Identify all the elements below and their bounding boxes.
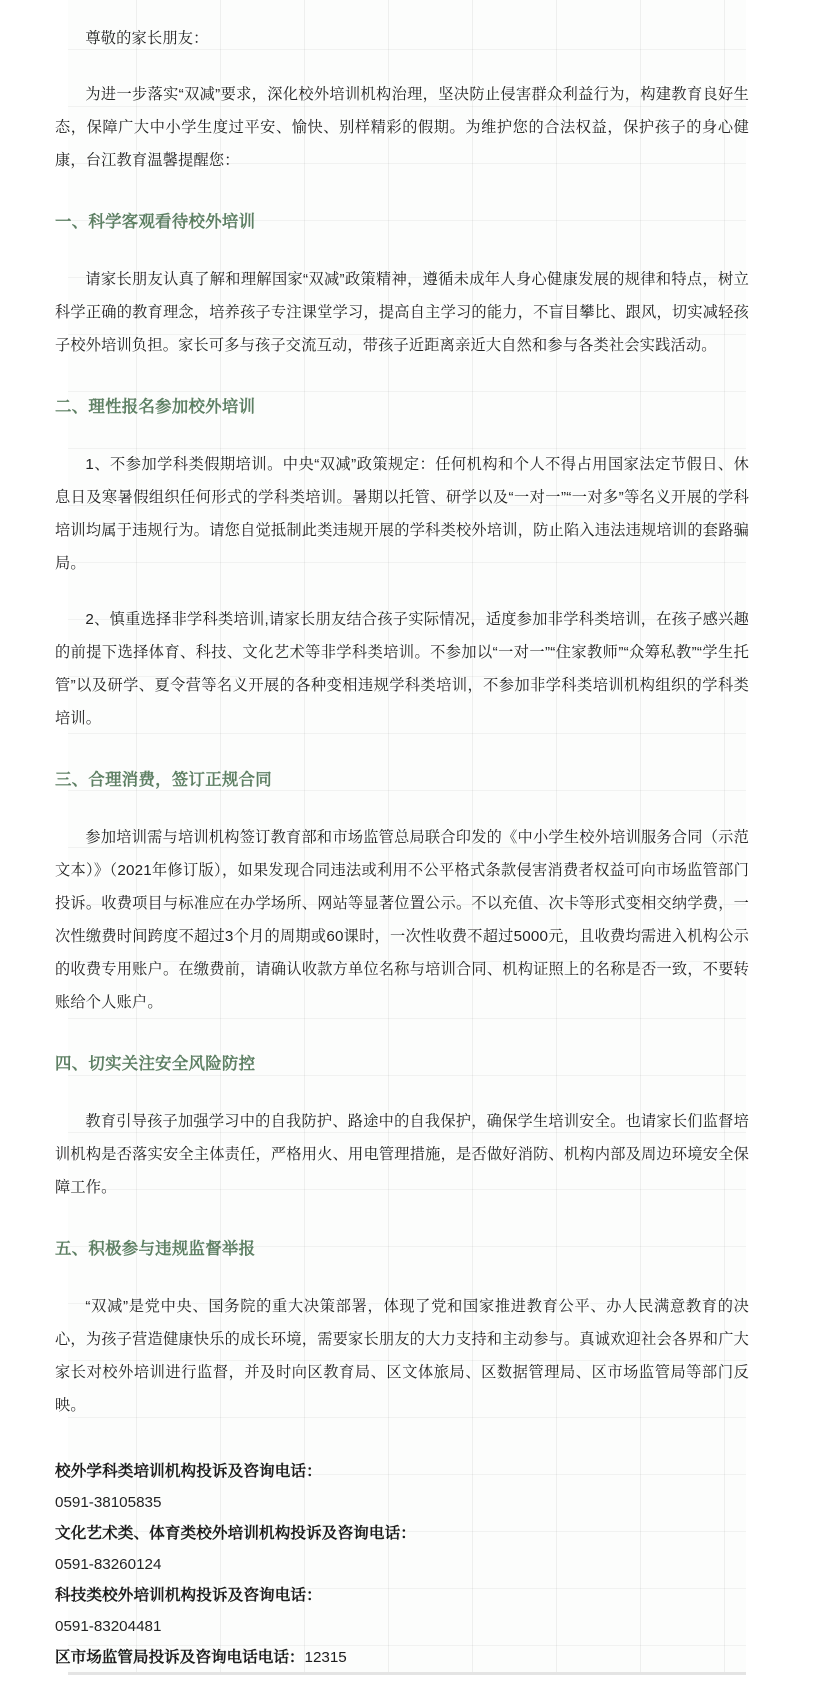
spacer [55, 366, 749, 392]
contact-number-1: 0591-38105835 [55, 1494, 162, 1511]
section-heading-2: 二、理性报名参加校外培训 [55, 398, 256, 416]
section-2-paragraph-1: 1、不参加学科类假期培训。中央“双减”政策规定：任何机构和个人不得占用国家法定节假日、休息日及寒暑假组织任何形式的学科类培训。暑期以托管、研学以及“一对一”“一对多”等名义开展的学科培训均属于违规行为。请您自觉抵制此类违规开展的学科类校外培训，防止陷入违法违规培训的套路骗局。 [55, 456, 749, 572]
contact-label-3: 科技类校外培训机构投诉及咨询电话： [55, 1587, 322, 1604]
spacer [55, 1079, 749, 1105]
section-5-paragraph-1: “双减”是党中央、国务院的重大决策部署，体现了党和国家推进教育公平、办人民满意教育的决心，为孩子营造健康快乐的成长环境，需要家长朋友的大力支持和主动参与。真诚欢迎社会各界和广大家长对校外培训进行监督，并及时向区教育局、区文体旅局、区数据管理局、区市场监管局等部门反映。 [55, 1298, 749, 1414]
section-4-paragraph-1: 教育引导孩子加强学习中的自我防护、路途中的自我保护，确保学生培训安全。也请家长们监督培训机构是否落实安全主体责任，严格用火、用电管理措施，是否做好消防、机构内部及周边环境安全保障工作。 [55, 1113, 749, 1196]
spacer [55, 1208, 749, 1234]
spacer [55, 1422, 749, 1448]
spacer [55, 59, 749, 78]
spacer [55, 422, 749, 448]
section-heading-4: 四、切实关注安全风险防控 [55, 1055, 256, 1073]
spacer [55, 1023, 749, 1049]
section-1-paragraph-1: 请家长朋友认真了解和理解国家“双减”政策精神，遵循未成年人身心健康发展的规律和特点，树立科学正确的教育理念，培养孩子专注课堂学习，提高自主学习的能力，不盲目攀比、跟风，切实减轻孩子校外培训负担。家长可多与孩子交流互动，带孩子近距离亲近大自然和参与各类社会实践活动。 [55, 271, 749, 354]
intro-paragraph: 为进一步落实“双减”要求，深化校外培训机构治理，坚决防止侵害群众利益行为，构建教育良好生态，保障广大中小学生度过平安、愉快、别样精彩的假期。为维护您的合法权益，保护孩子的身心健康，台江教育温馨提醒您： [55, 86, 749, 169]
spacer [55, 237, 749, 263]
spacer [55, 584, 749, 603]
contact-number-3: 0591-83204481 [55, 1618, 162, 1635]
contact-inline-4 [55, 1642, 749, 1673]
spacer [55, 739, 749, 765]
section-heading-1: 一、科学客观看待校外培训 [55, 213, 256, 231]
contact-block [55, 1456, 749, 1673]
section-3-paragraph-1: 参加培训需与培训机构签订教育部和市场监管总局联合印发的《中小学生校外培训服务合同（示范文本）》（2021年修订版），如果发现合同违法或利用不公平格式条款侵害消费者权益可向市场监管部门投诉。收费项目与标准应在办学场所、网站等显著位置公示。不以充值、次卡等形式变相交纳学费，一次性缴费时间跨度不超过3个月的周期或60课时，一次性收费不超过5000元，且收费均需进入机构公示的收费专用账户。在缴费前，请确认收款方单位名称与培训合同、机构证照上的名称是否一致，不要转账给个人账户。 [55, 829, 749, 1011]
contact-number-4: 12315 [304, 1649, 347, 1666]
contact-label-4: 区市场监管局投诉及咨询电话电话： [55, 1649, 305, 1666]
contact-number-2: 0591-83260124 [55, 1556, 162, 1573]
section-2-paragraph-2: 2、慎重选择非学科类培训,请家长朋友结合孩子实际情况，适度参加非学科类培训，在孩子感兴趣的前提下选择体育、科技、文化艺术等非学科类培训。不参加以“一对一”“住家教师”“众筹私教”“学生托管”以及研学、夏令营等名义开展的各种变相违规学科类培训，不参加非学科类培训机构组织的学科类培训。 [55, 611, 749, 727]
contact-label-1: 校外学科类培训机构投诉及咨询电话： [55, 1463, 322, 1480]
spacer [55, 181, 749, 207]
section-heading-5: 五、积极参与违规监督举报 [55, 1240, 256, 1258]
contact-label-2: 文化艺术类、体育类校外培训机构投诉及咨询电话： [55, 1525, 416, 1542]
section-heading-3: 三、合理消费，签订正规合同 [55, 771, 272, 789]
spacer [55, 1264, 749, 1290]
salutation: 尊敬的家长朋友： [85, 30, 209, 47]
spacer [55, 795, 749, 821]
